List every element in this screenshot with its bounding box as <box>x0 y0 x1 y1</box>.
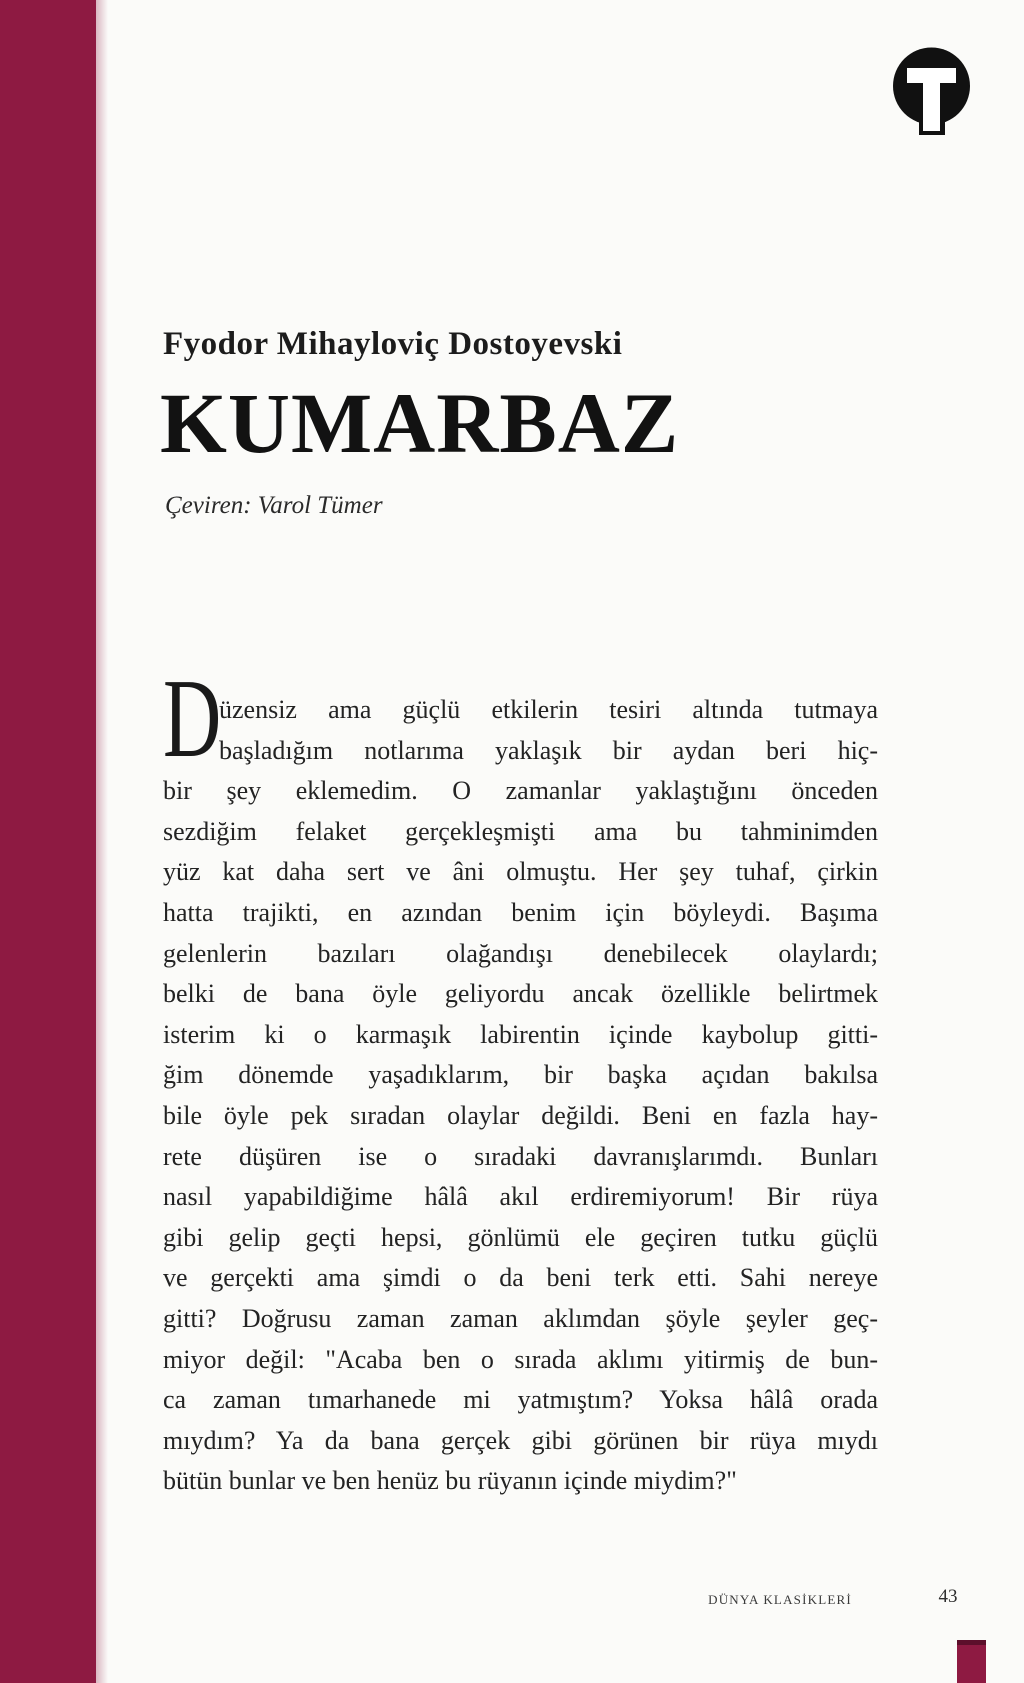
body-line: gitti? Doğrusu zaman zaman aklımdan şöyle şeyler geç- <box>163 1303 878 1333</box>
body-line: belki de bana öyle geliyordu ancak özellikle belirtmek <box>163 979 878 1009</box>
body-paragraph <box>163 657 878 1502</box>
body-line: miyor değil: "Acaba ben o sırada aklımı yitirmiş de bun- <box>163 1344 878 1374</box>
body-line: bir şey eklemedim. O zamanlar yaklaştığını önceden <box>163 776 878 806</box>
body-line: gibi gelip geçti hepsi, gönlümü ele geçiren tutku güçlü <box>163 1222 878 1252</box>
body-line: ca zaman tımarhanede mi yatmıştım? Yoksa hâlâ orada <box>163 1385 878 1415</box>
body-line: nasıl yapabildiğime hâlâ akıl erdiremiyorum! Bir rüya <box>163 1182 878 1212</box>
body-line: yüz kat daha sert ve âni olmuştu. Her şey tuhaf, çirkin <box>163 857 878 887</box>
body-line: gelenlerin bazıları olağandışı denebilecek olaylardı; <box>163 938 878 968</box>
body-line: üzensiz ama güçlü etkilerin tesiri altında tutmaya <box>219 695 878 724</box>
series-label: DÜNYA KLASİKLERİ <box>708 1592 852 1607</box>
author-name: Fyodor Mihayloviç Dostoyevski <box>163 326 623 362</box>
corner-mark <box>957 1640 986 1683</box>
body-line: ğim dönemde yaşadıklarım, bir başka açıdan bakılsa <box>163 1060 878 1090</box>
publisher-t-icon <box>893 47 971 135</box>
body-line: bütün bunlar ve ben henüz bu rüyanın içinde miydim?" <box>163 1466 737 1496</box>
body-line: mıydım? Ya da bana gerçek gibi görünen bir rüya mıydı <box>163 1425 878 1455</box>
body-line: bile öyle pek sıradan olaylar değildi. Beni en fazla hay- <box>163 1100 878 1130</box>
translator-credit: Çeviren: Varol Tümer <box>165 492 383 519</box>
body-line: isterim ki o karmaşık labirentin içinde kaybolup gitti- <box>163 1019 878 1049</box>
body-line: sezdiğim felaket gerçekleşmişti ama bu tahminimden <box>163 816 878 846</box>
body-line: hatta trajikti, en azından benim için böyleydi. Başıma <box>163 897 878 927</box>
book-title: KUMARBAZ <box>160 375 680 471</box>
drop-cap: D <box>163 657 222 781</box>
body-line: ve gerçekti ama şimdi o da beni terk etti. Sahi nereye <box>163 1263 878 1293</box>
page-number: 43 <box>938 1586 958 1607</box>
left-margin-stripe <box>0 0 96 1683</box>
stripe-fade <box>96 0 108 1683</box>
body-line: rete düşüren ise o sıradaki davranışlarımdı. Bunları <box>163 1141 878 1171</box>
publisher-logo <box>893 47 971 135</box>
body-line: başladığım notlarıma yaklaşık bir aydan beri hiç- <box>219 735 878 765</box>
